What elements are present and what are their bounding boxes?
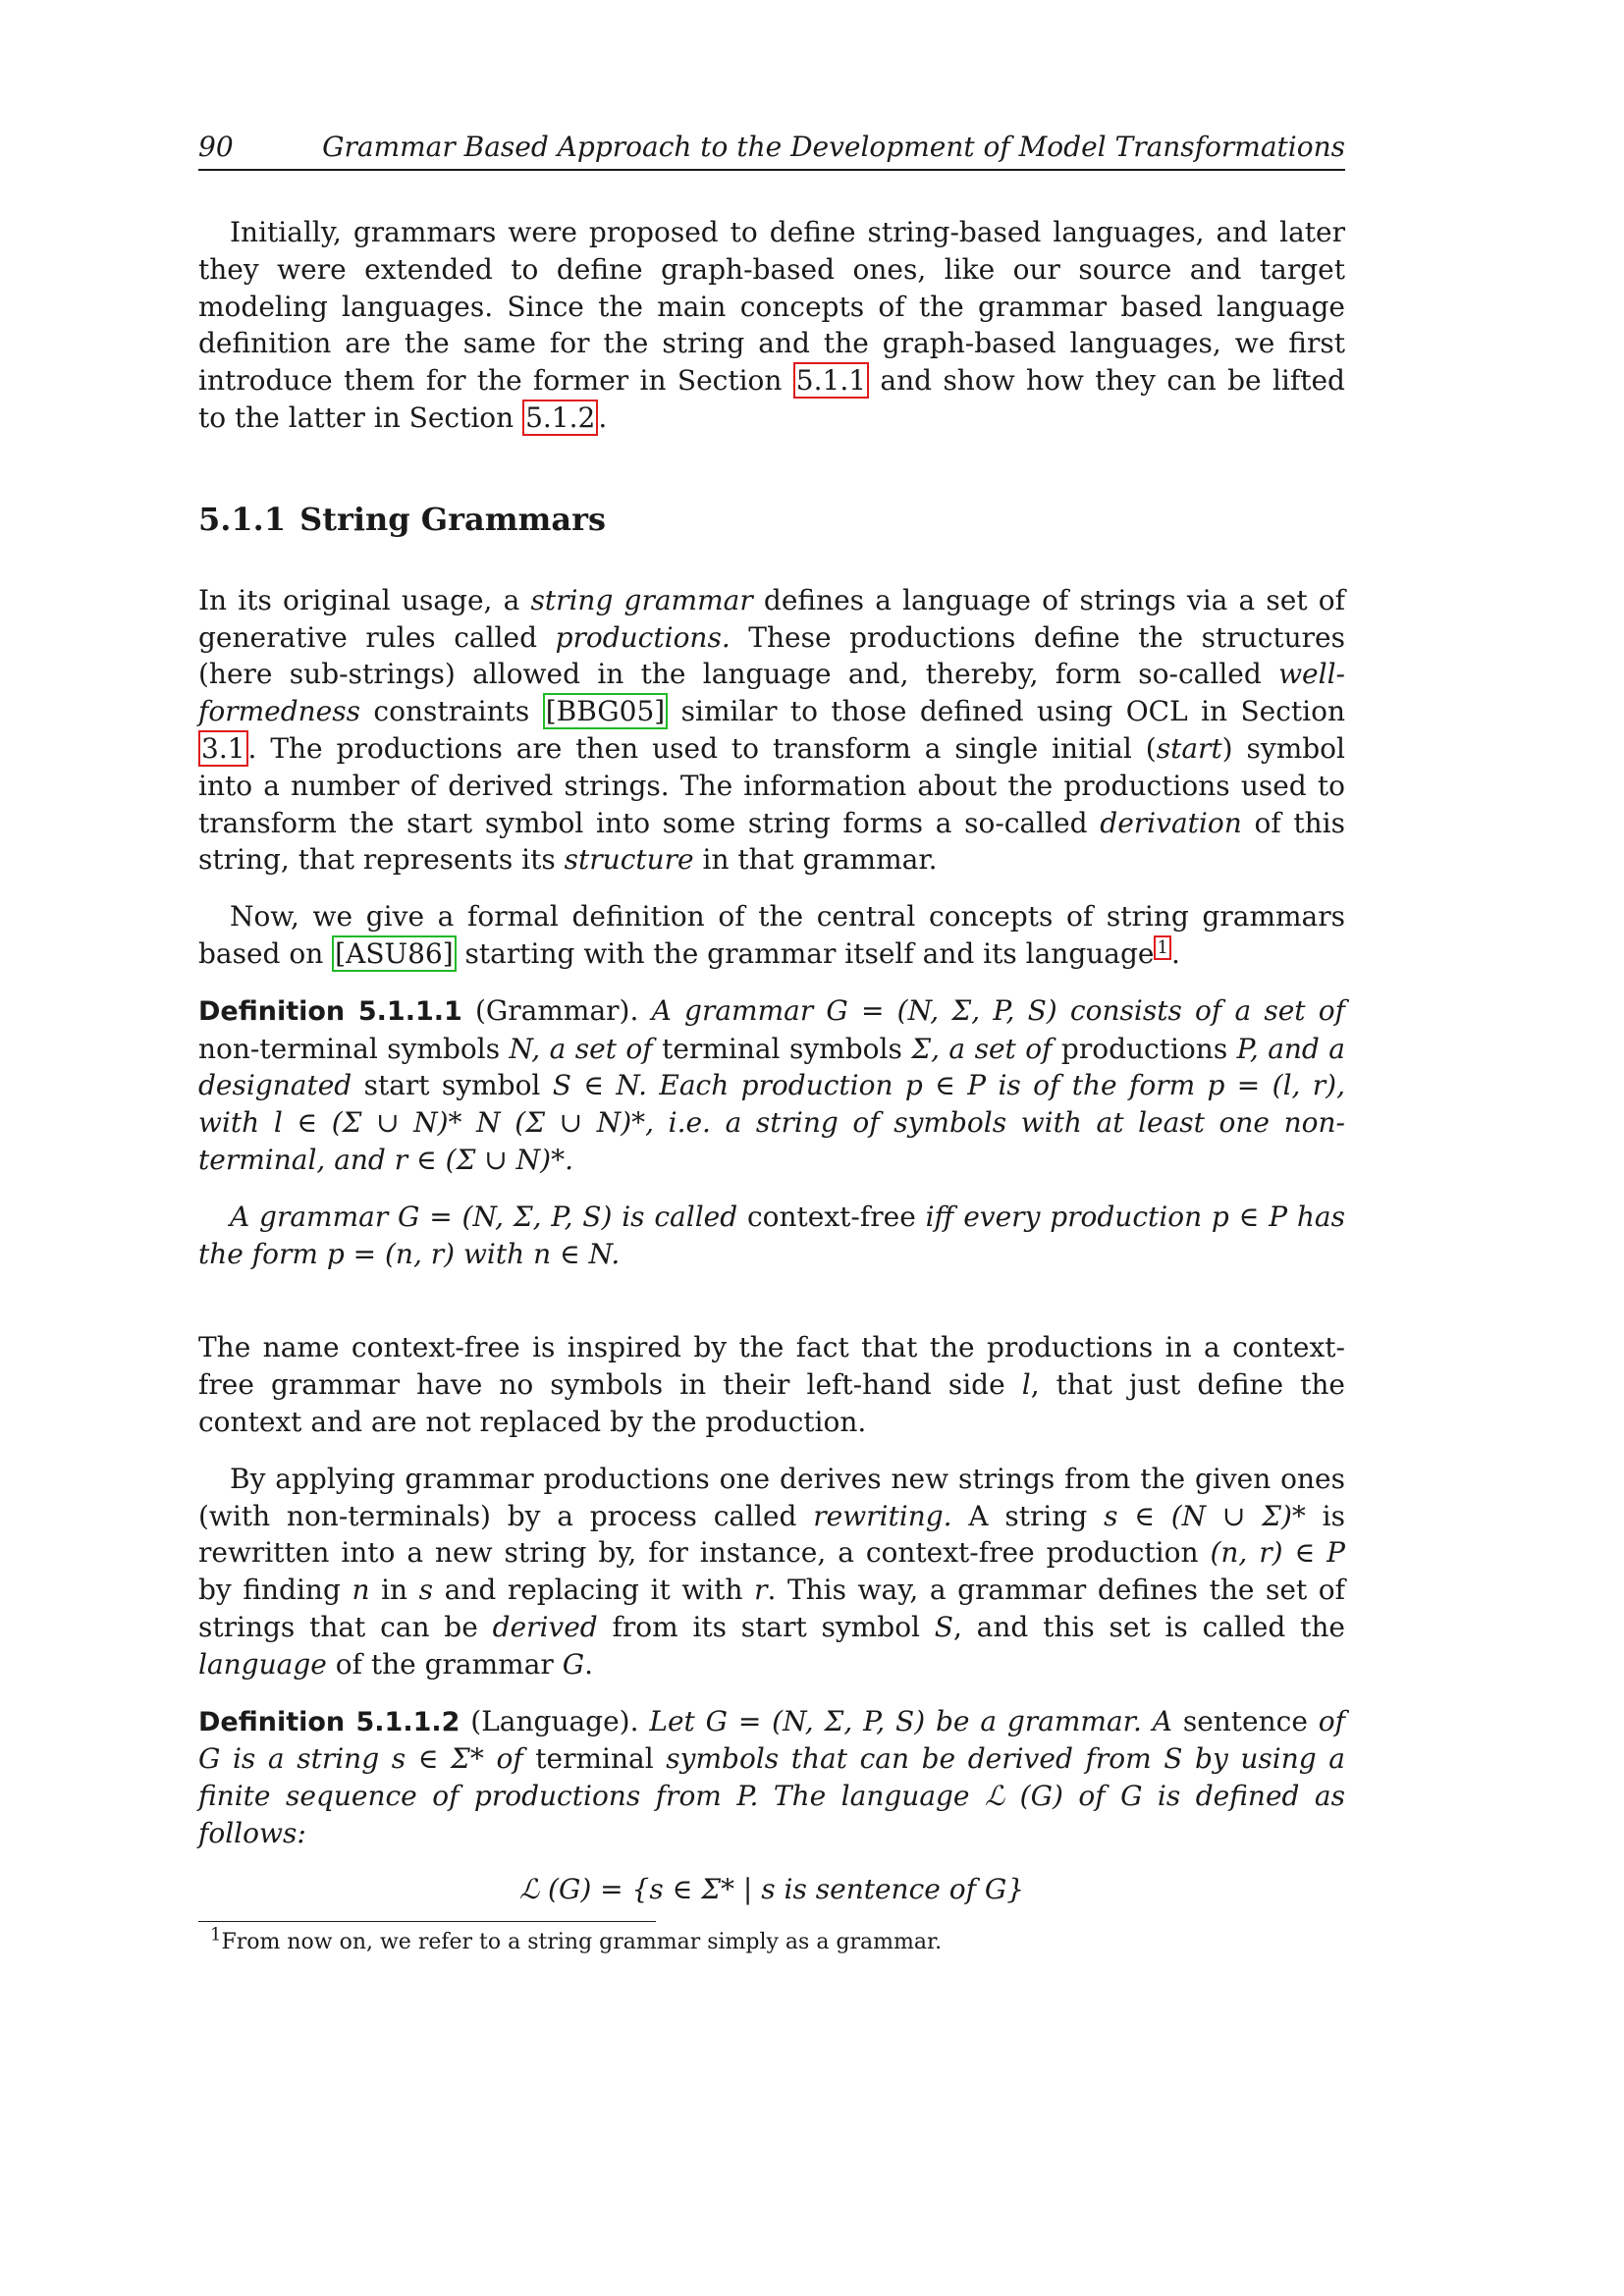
math: s ∈ (N ∪ Σ)* <box>1104 1499 1306 1532</box>
text: , and this set is called the <box>952 1610 1345 1643</box>
text: defines a language of strings via a set of generative rules called <box>198 583 1345 654</box>
text: constraints <box>360 695 543 728</box>
text: , that just define the context and are not replaced by the production. <box>198 1368 1346 1438</box>
definition-term: sentence <box>1182 1704 1308 1737</box>
intro-paragraph <box>198 214 1345 437</box>
text: . The productions are then used to transform a single initial ( <box>247 731 1157 765</box>
text: These productions define the structures (here sub-strings) allowed in the language and, thereby, form so-called <box>198 620 1345 691</box>
definition-term: productions <box>1060 1032 1228 1065</box>
emphasis: derivation <box>1100 806 1242 839</box>
definition-text: P, and a designated <box>198 1032 1345 1102</box>
math: S <box>934 1610 953 1643</box>
definition-term: start symbol <box>363 1069 541 1102</box>
definition-term: non-terminal symbols <box>198 1032 501 1065</box>
footnote-number: 1 <box>210 1924 222 1946</box>
text: In its original usage, a <box>198 583 531 616</box>
text: of the grammar <box>326 1647 563 1681</box>
text: similar to those defined using OCL in Section <box>668 695 1346 728</box>
page-number: 90 <box>198 131 234 163</box>
page <box>198 128 1345 1957</box>
paragraph-string-grammar <box>198 582 1345 879</box>
text: in <box>369 1574 419 1607</box>
math: G <box>562 1647 585 1681</box>
paragraph-formal-intro <box>198 898 1345 973</box>
intro-text: and show how they can be lifted to the latter in Section <box>198 364 1345 434</box>
section-title: String Grammars <box>299 500 607 538</box>
emphasis: structure <box>564 843 694 877</box>
definition-name: (Grammar). <box>475 993 639 1027</box>
definition-term: context-free <box>746 1200 916 1233</box>
emphasis: start <box>1156 731 1222 765</box>
text: ) symbol into a number of derived strings. The information about the productions used to transform the start symbol into some string forms a so-called <box>198 731 1345 839</box>
citation-asu86[interactable]: [ASU86] <box>332 935 456 972</box>
text: starting with the grammar itself and its language <box>456 936 1155 970</box>
footnote-text: From now on, we refer to a string grammar simply as a grammar. <box>221 1929 943 1954</box>
math: s <box>418 1574 434 1607</box>
text: Now, we give a formal definition of the central concepts of string grammars based on <box>198 900 1345 970</box>
text: is rewritten into a new string by, for instance, a context-free production <box>198 1499 1345 1570</box>
definition-text: iff every production p ∈ P has the form p = (n, r) with n ∈ N. <box>198 1200 1345 1270</box>
definition-text: Let G = (N, Σ, P, S) be a grammar. A <box>649 1704 1183 1737</box>
text: . This way, a grammar defines the set of strings that can be <box>198 1574 1346 1643</box>
footnote <box>198 1924 1345 1957</box>
definition-text: S ∈ N. Each production p ∈ P is of the form p = (l, r), with l ∈ (Σ ∪ N)* N (Σ ∪ N)*, i.e. a string of symbols with at least one non-terminal, and r ∈ (Σ ∪ N)*. <box>198 1069 1345 1176</box>
text: by finding <box>198 1574 352 1607</box>
emphasis: rewriting. <box>813 1499 952 1532</box>
definition-grammar <box>198 992 1345 1179</box>
definition-text: N, a set of <box>500 1032 663 1065</box>
definition-text: A grammar G = (N, Σ, P, S) consists of a set of <box>651 993 1345 1027</box>
section-link-5-1-2[interactable]: 5.1.2 <box>522 400 598 436</box>
emphasis: well-formedness <box>198 658 1345 728</box>
text: The name context-free is inspired by the fact that the productions in a context-free grammar have no symbols in their left-hand side <box>198 1331 1345 1402</box>
emphasis: language <box>198 1647 327 1681</box>
paragraph-rewriting <box>198 1461 1345 1683</box>
definition-text: Σ, a set of <box>901 1032 1061 1065</box>
definition-text: of G is a string s ∈ Σ* of <box>198 1704 1345 1776</box>
math: (n, r) ∈ P <box>1210 1536 1346 1570</box>
definition-context-free <box>198 1199 1345 1273</box>
running-title: Grammar Based Approach to the Development of Model Transformations <box>322 131 1345 163</box>
definition-language <box>198 1703 1345 1852</box>
footnote-rule <box>198 1921 656 1922</box>
footnote-marker[interactable]: 1 <box>1154 935 1170 960</box>
intro-text: . <box>598 400 608 434</box>
text: of this string, that represents its <box>198 806 1345 877</box>
section-link-5-1-1[interactable]: 5.1.1 <box>793 362 869 399</box>
text: By applying grammar productions one derives new strings from the given ones (with non-terminals) by a process called <box>198 1462 1345 1532</box>
text: A string <box>951 1499 1105 1532</box>
definition-term: terminal <box>535 1742 654 1776</box>
text: . <box>584 1647 593 1681</box>
citation-bbg05[interactable]: [BBG05] <box>543 693 669 729</box>
section-heading <box>198 500 1345 539</box>
definition-text: A grammar G = (N, Σ, P, S) is called <box>230 1200 747 1233</box>
definition-text: symbols that can be derived from S by using a finite sequence of productions from P. The language ℒ (G) of G is defined as follows: <box>198 1742 1346 1849</box>
definition-label: Definition 5.1.1.2 <box>198 1706 460 1737</box>
emphasis: derived <box>492 1610 598 1643</box>
section-link-3-1[interactable]: 3.1 <box>198 730 248 767</box>
text: in that grammar. <box>693 843 938 877</box>
text: . <box>1170 936 1180 970</box>
text: and replacing it with <box>433 1574 755 1607</box>
math: r <box>754 1574 768 1607</box>
definition-label: Definition 5.1.1.1 <box>198 995 462 1027</box>
definition-name: (Language). <box>470 1704 639 1737</box>
definition-term: terminal symbols <box>662 1032 902 1065</box>
math: l <box>1021 1368 1031 1402</box>
paragraph-context-free-name <box>198 1329 1345 1440</box>
emphasis: string grammar <box>530 583 753 616</box>
text: from its start symbol <box>597 1610 935 1643</box>
emphasis: productions. <box>555 620 731 654</box>
intro-text: Initially, grammars were proposed to define string-based languages, and later they were extended to define graph-based ones, like our source and target modeling languages. Since the main concepts of the grammar based language definition are the same for the string and the graph-based languages, we first introduce them for the former in Section <box>198 216 1345 398</box>
display-equation-language: ℒ (G) = {s ∈ Σ* | s is sentence of G} <box>518 1872 1025 1905</box>
section-number: 5.1.1 <box>198 500 287 538</box>
math: n <box>352 1574 370 1607</box>
running-header <box>198 128 1345 171</box>
